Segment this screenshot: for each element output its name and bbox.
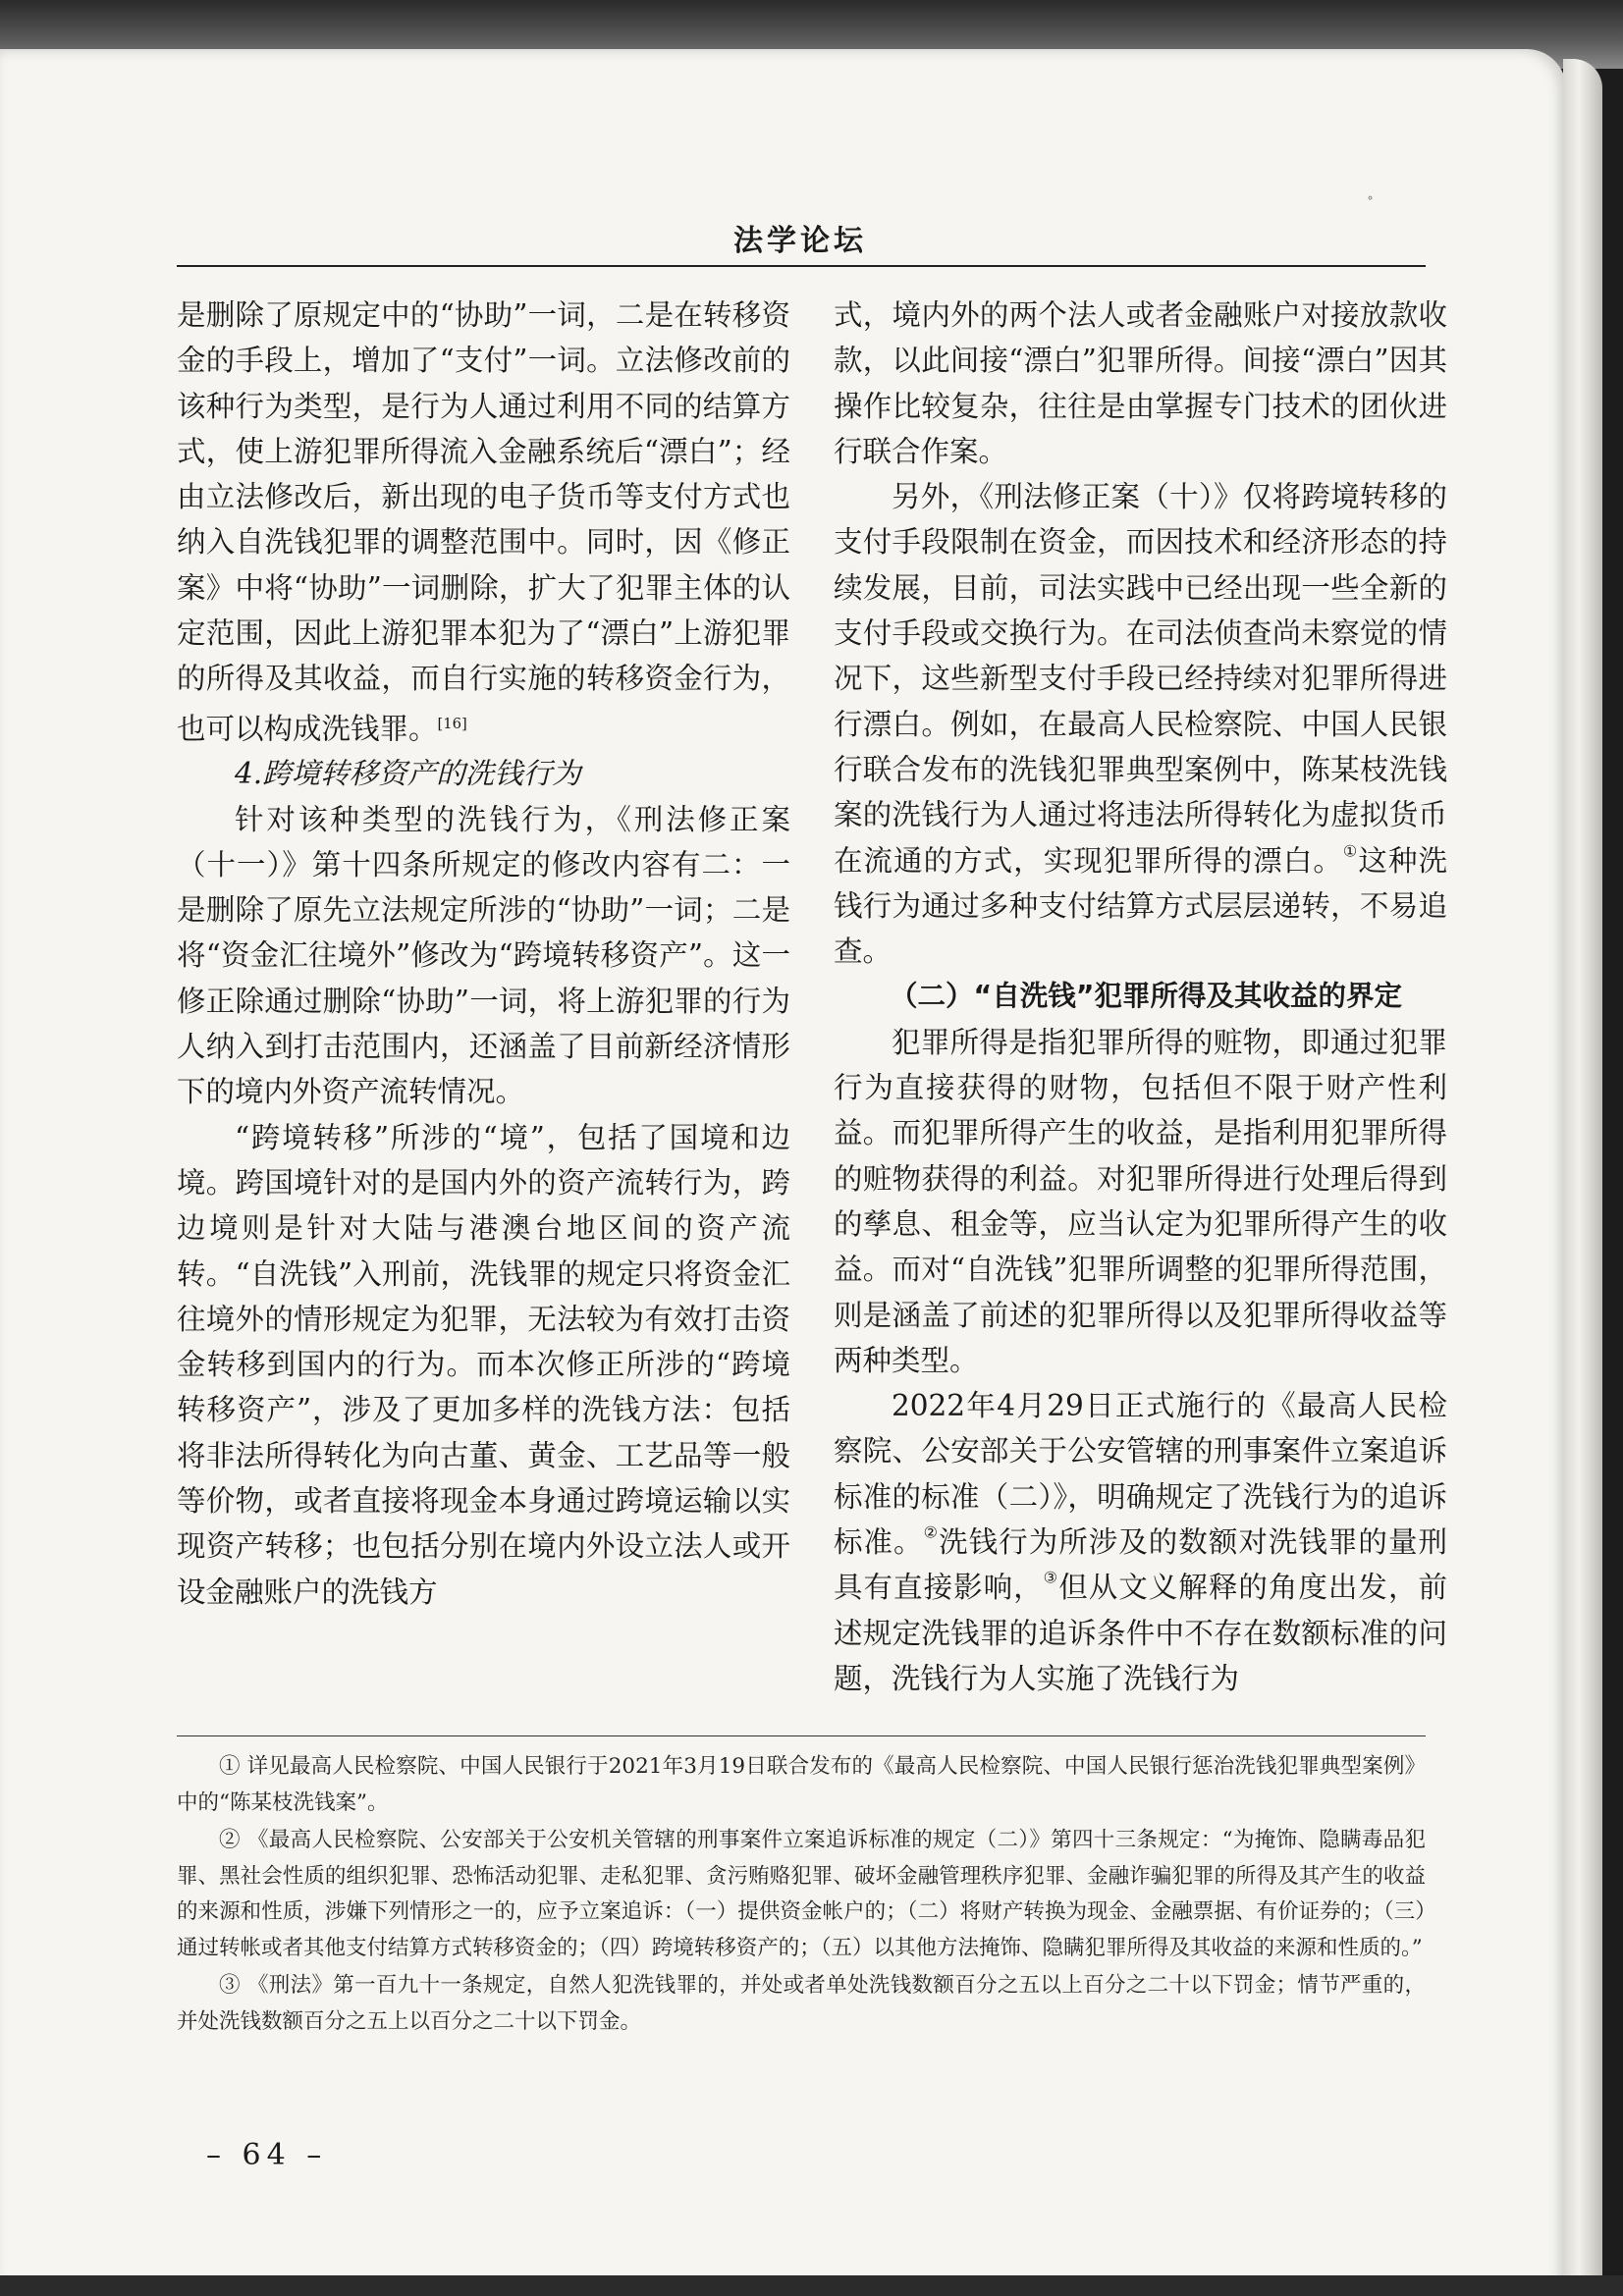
left-paragraph-2: 针对该种类型的洗钱行为，《刑法修正案（十一）》第十四条所规定的修改内容有二：一是删除了原先立法规定所涉的“协助”一词；二是将“资金汇往境外”修改为“跨境转移资产”。这一修正除通过删除“协助”一词，将上游犯罪的行为人纳入到打击范围内，还涵盖了目前新经济情形下的境内外资产流转情况。	[177, 802, 790, 1109]
right-paragraph-2: 另外，《刑法修正案（十）》仅将跨境转移的支付手段限制在资金，而因技术和经济形态的持续发展，目前，司法实践中已经出现一些全新的支付手段或交换行为。在司法侦查尚未察觉的情况下，这些新型支付手段已经持续对犯罪所得进行漂白。例如，在最高人民检察院、中国人民银行联合发布的洗钱犯罪典型案例中，陈某枝洗钱案的洗钱行为人通过将违法所得转化为虚拟货币在流通的方式，实现犯罪所得的漂白。①这种洗钱行为通过多种支付结算方式层层递转，不易追查。	[834, 480, 1447, 969]
right-paragraph-3: 犯罪所得是指犯罪所得的赃物，即通过犯罪行为直接获得的财物，包括但不限于财产性利益。而犯罪所得产生的收益，是指利用犯罪所得的赃物获得的利益。对犯罪所得进行处理后得到的孳息、租金等，应当认定为犯罪所得产生的收益。而对“自洗钱”犯罪所调整的犯罪所得范围，则是涵盖了前述的犯罪所得以及犯罪所得收益等两种类型。	[834, 1025, 1447, 1377]
scan-shadow-bottom	[0, 2275, 1623, 2296]
footnote-ref-2: ②	[923, 1522, 940, 1542]
left-paragraph-1: 是删除了原规定中的“协助”一词，二是在转移资金的手段上，增加了“支付”一词。立法修改前的该种行为类型，是行为人通过利用不同的结算方式，使上游犯罪所得流入金融系统后“漂白”；经由立法修改后，新出现的电子货币等支付方式也纳入自洗钱犯罪的调整范围中。同时，因《修正案》中将“协助”一词删除，扩大了犯罪主体的认定范围，因此上游犯罪本犯为了“漂白”上游犯罪的所得及其收益，而自行实施的转移资金行为，也可以构成洗钱罪。[16]	[177, 298, 790, 745]
footnote-2: ② 《最高人民检察院、公安部关于公安机关管辖的刑事案件立案追诉标准的规定（二）》第四十三条规定：“为掩饰、隐瞒毒品犯罪、黑社会性质的组织犯罪、恐怖活动犯罪、走私犯罪、贪污贿赂犯罪、破坏金融管理秩序犯罪、金融诈骗犯罪的所得及其产生的收益的来源和性质，涉嫌下列情形之一的，应予立案追诉：（一）提供资金帐户的；（二）将财产转换为现金、金融票据、有价证券的；（三）通过转帐或者其他支付结算方式转移资金的；（四）跨境转移资产的；（五）以其他方法掩饰、隐瞒犯罪所得及其收益的来源和性质的。”	[177, 1828, 1426, 1960]
footnotes	[177, 1749, 1426, 2042]
scan-speck: ˚	[1367, 196, 1374, 212]
right-column	[834, 293, 1447, 1701]
section-heading-2: （二）“自洗钱”犯罪所得及其收益的界定	[890, 980, 1402, 1013]
page-number: – 64 –	[206, 2138, 328, 2172]
page-edge	[1563, 59, 1602, 2296]
footnote-rule	[177, 1735, 1426, 1736]
right-paragraph-1: 式，境内外的两个法人或者金融账户对接放款收款，以此间接“漂白”犯罪所得。间接“漂白”因其操作比较复杂，往往是由掌握专门技术的团伙进行联合作案。	[834, 298, 1447, 468]
footnote-ref-3: ③	[1043, 1568, 1059, 1587]
footnote-ref-1: ①	[1342, 840, 1359, 860]
left-column	[177, 293, 790, 1615]
left-paragraph-3: “跨境转移”所涉的“境”，包括了国境和边境。跨国境针对的是国内外的资产流转行为，跨边境则是针对大陆与港澳台地区间的资产流转。“自洗钱”入刑前，洗钱罪的规定只将资金汇往境外的情形规定为犯罪，无法较为有效打击资金转移到国内的行为。而本次修正所涉的“跨境转移资产”，涉及了更加多样的洗钱方法：包括将非法所得转化为向古董、黄金、工艺品等一般等价物，或者直接将现金本身通过跨境运输以实现资产转移；也包括分别在境内外设立法人或开设金融账户的洗钱方	[177, 1120, 790, 1609]
right-paragraph-4: 2022年4月29日正式施行的《最高人民检察院、公安部关于公安管辖的刑事案件立案追诉标准的标准（二）》，明确规定了洗钱行为的追诉标准。②洗钱行为所涉及的数额对洗钱罪的量刑具有直接影响，③但从文义解释的角度出发，前述规定洗钱罪的追诉条件中不存在数额标准的问题，洗钱行为人实施了洗钱行为	[834, 1389, 1447, 1695]
footnote-1: ① 详见最高人民检察院、中国人民银行于2021年3月19日联合发布的《最高人民检察院、中国人民银行惩治洗钱犯罪典型案例》中的“陈某枝洗钱案”。	[177, 1754, 1426, 1815]
citation-16: [16]	[437, 715, 467, 732]
header-rule	[177, 265, 1426, 267]
footnote-3: ③ 《刑法》第一百九十一条规定，自然人犯洗钱罪的，并处或者单处洗钱数额百分之五以上百分之二十以下罚金；情节严重的，并处洗钱数额百分之五上以百分之二十以下罚金。	[177, 1973, 1426, 2034]
running-head: 法学论坛	[733, 224, 867, 258]
section-heading-4: 4.跨境转移资产的洗钱行为	[235, 757, 581, 791]
